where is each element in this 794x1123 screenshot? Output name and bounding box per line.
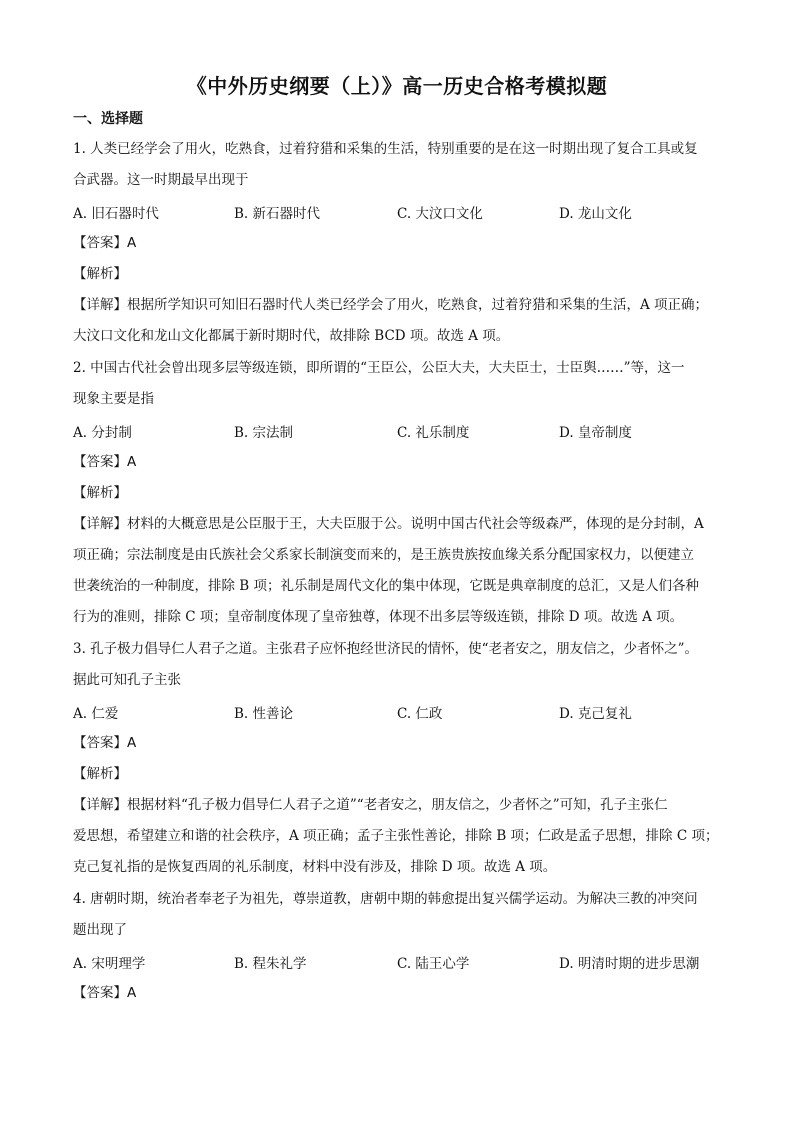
section-heading: 一、选择题 [73,111,143,127]
question-1-option-d: D. 龙山文化 [559,206,632,222]
question-2-option-d: D. 皇帝制度 [559,425,632,441]
question-2-detail-line-2: 项正确；宗法制度是由氏族社会父系家长制演变而来的，是王族贵族按血缘关系分配国家权力，以便建立 [73,547,694,563]
question-2-analysis-label: 【解析】 [73,485,127,501]
question-1-option-b: B. 新石器时代 [234,206,321,222]
page-title: 《中外历史纲要（上）》高一历史合格考模拟题 [186,74,608,98]
question-4-option-d: D. 明清时期的进步思潮 [559,956,700,972]
question-4-option-a: A. 宋明理学 [73,956,146,972]
question-2-option-c: C. 礼乐制度 [397,425,470,441]
question-3-stem-line-2: 据此可知孔子主张 [73,672,181,688]
question-2-detail-line-3: 世袭统治的一种制度，排除 B 项；礼乐制是周代文化的集中体现，它既是典章制度的总汇，又是人们各种 [73,578,700,594]
question-2-answer: 【答案】A [73,454,137,470]
question-3-option-b: B. 性善论 [234,706,294,722]
question-4-option-c: C. 陆王心学 [397,956,470,972]
question-2-option-a: A. 分封制 [73,425,132,441]
question-3-detail-line-1: 【详解】根据材料“孔子极力倡导仁人君子之道”“老者安之，朋友信之，少者怀之”可知，孔子主张仁 [73,797,668,813]
question-2-stem-line-1: 2. 中国古代社会曾出现多层等级连锁，即所谓的“王臣公，公臣大夫，大夫臣士，士臣舆……”等，这一 [73,360,685,376]
question-2-detail-line-4: 行为的准则，排除 C 项；皇帝制度体现了皇帝独尊，体现不出多层等级连锁，排除 D 项。故选 A 项。 [73,609,684,625]
question-1-stem-line-1: 1. 人类已经学会了用火，吃熟食，过着狩猎和采集的生活，特别重要的是在这一时期出现了复合工具或复 [73,141,698,157]
question-3-option-a: A. 仁爱 [73,706,119,722]
question-1-answer: 【答案】A [73,235,137,251]
question-1-detail-line-1: 【详解】根据所学知识可知旧石器时代人类已经学会了用火，吃熟食，过着狩猎和采集的生活，A 项正确； [73,297,709,313]
question-3-analysis-label: 【解析】 [73,766,127,782]
question-3-detail-line-3: 克己复礼指的是恢复西周的礼乐制度，材料中没有涉及，排除 D 项。故选 A 项。 [73,859,557,875]
question-1-analysis-label: 【解析】 [73,266,127,282]
question-4-option-b: B. 程朱礼学 [234,956,307,972]
question-3-option-c: C. 仁政 [397,706,443,722]
question-4-stem-line-1: 4. 唐朝时期，统治者奉老子为祖先，尊崇道教，唐朝中期的韩愈提出复兴儒学运动。为解决三教的冲突问 [73,891,698,907]
question-1-detail-line-2: 大汶口文化和龙山文化都属于新时期时代，故排除 BCD 项。故选 A 项。 [73,328,510,344]
question-1-option-a: A. 旧石器时代 [73,206,159,222]
question-1-stem-line-2: 合武器。这一时期最早出现于 [73,172,249,188]
question-4-stem-line-2: 题出现了 [73,922,127,938]
question-1-option-c: C. 大汶口文化 [397,206,483,222]
question-2-detail-line-1: 【详解】材料的大概意思是公臣服于王，大夫臣服于公。说明中国古代社会等级森严，体现的是分封制，A [73,516,704,532]
question-2-option-b: B. 宗法制 [234,425,294,441]
question-2-stem-line-2: 现象主要是指 [73,391,154,407]
question-3-option-d: D. 克己复礼 [559,706,632,722]
question-4-answer: 【答案】A [73,985,137,1001]
question-3-detail-line-2: 爱思想，希望建立和谐的社会秩序，A 项正确；孟子主张性善论，排除 B 项；仁政是孟子思想，排除 C 项； [73,828,719,844]
question-3-answer: 【答案】A [73,735,137,751]
question-3-stem-line-1: 3. 孔子极力倡导仁人君子之道。主张君子应怀抱经世济民的情怀，使“老者安之，朋友信之，少者怀之”。 [73,641,698,657]
